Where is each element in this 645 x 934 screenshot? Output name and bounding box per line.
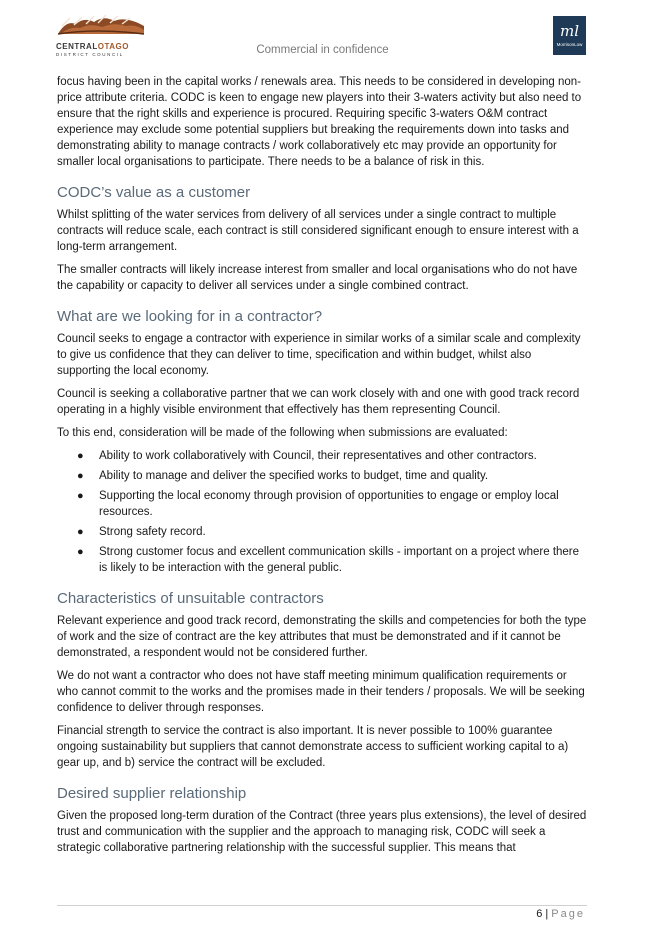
list-item: ● Strong customer focus and excellent communication skills - important on a project where there is likely to be interaction with the general public. — [77, 546, 580, 574]
document-body — [57, 74, 587, 863]
relationship-paragraph-1: Given the proposed long-term duration of the Contract (three years plus extensions), the level of desired trust and communication with the supplier and the approach to managing risk, CODC will seek a strategic collaborative partnering relationship with the successful supplier. This means that — [57, 810, 587, 854]
page-separator: | — [542, 908, 552, 920]
value-paragraph-1: Whilst splitting of the water services from delivery of all services under a single contract to multiple contracts will reduce scale, each contract is still considered significant enough to ensure interest with a long-term arrangement. — [57, 209, 579, 253]
logo-subtitle: DISTRICT COUNCIL — [56, 52, 124, 57]
bullet-icon: ● — [77, 546, 84, 558]
bullet-icon: ● — [77, 526, 84, 538]
looking-paragraph-3: To this end, consideration will be made of the following when submissions are evaluated: — [57, 427, 508, 439]
page-number: 6 — [536, 908, 543, 920]
bullet-icon: ● — [77, 490, 84, 502]
looking-paragraph-2: Council is seeking a collaborative partner that we can work closely with and one with good track record operating in a highly visible environment that effectively has them representing Council. — [57, 388, 580, 416]
page-footer — [536, 908, 585, 920]
page-header — [0, 0, 645, 70]
unsuitable-paragraph-1: Relevant experience and good track record, demonstrating the skills and competencies for both the type of work and the size of contract are the key attributes that must be demonstrated and if it cannot be demonstrated, a respondent would not be considered further. — [57, 615, 587, 659]
heading-looking-for-contractor: What are we looking for in a contractor? — [57, 308, 323, 325]
value-paragraph-2: The smaller contracts will likely increase interest from smaller and local organisations who do not have the capability or capacity to deliver all services under a single combined contract. — [57, 264, 578, 292]
morrisonlow-logo — [553, 16, 586, 55]
intro-paragraph: focus having been in the capital works / renewals area. This needs to be considered in developing non-price attribute criteria. CODC is keen to engage new players into their 3-waters activity but also need to ensure that the right skills and experience is procured. Requiring specific 3-waters O&M contract experience may exclude some potential suppliers but breaking the requirements down into tasks and demonstrating ability to manage contracts / work collaboratively etc may provide an opportunity for smaller local organisations to participate. There needs to be a balance of risk in this. — [57, 76, 582, 168]
logo-brand-text: CENTRALOTAGO — [56, 42, 129, 51]
heading-supplier-relationship: Desired supplier relationship — [57, 785, 247, 802]
unsuitable-paragraph-2: We do not want a contractor who does not have staff meeting minimum qualification requirements or who cannot commit to the works and the promises made in their tenders / proposals. We will be seeking confidence to deliver through responses. — [57, 670, 585, 714]
mountains-icon — [56, 14, 146, 36]
bullet-icon: ● — [77, 470, 84, 482]
unsuitable-paragraph-3: Financial strength to service the contract is also important. It is never possible to 100% guarantee ongoing sustainability but suppliers that cannot demonstrate access to sufficient working capital to a) gear up, and b) service the contract will be excluded. — [57, 725, 569, 769]
looking-paragraph-1: Council seeks to engage a contractor with experience in similar works of a similar scale and complexity to give us confidence that they can deliver to time, specification and within budget, whilst also supporting the local economy. — [57, 333, 581, 377]
list-item: ● Ability to manage and deliver the specified works to budget, time and quality. — [77, 470, 489, 482]
heading-unsuitable-contractors: Characteristics of unsuitable contractors — [57, 590, 324, 607]
list-item: ● Ability to work collaboratively with Council, their representatives and other contractors. — [77, 450, 537, 462]
footer-divider — [57, 905, 587, 906]
evaluation-criteria-list — [57, 448, 587, 576]
page-label: Page — [551, 908, 585, 920]
logo-mark: ml — [559, 22, 580, 40]
logo-name: MorrisonLow — [556, 42, 583, 47]
confidentiality-notice: Commercial in confidence — [256, 44, 389, 56]
list-item: ● Supporting the local economy through provision of opportunities to engage or employ local resources. — [77, 490, 559, 518]
list-item: ● Strong safety record. — [77, 526, 206, 538]
bullet-icon: ● — [77, 450, 84, 462]
heading-value-as-customer: CODC’s value as a customer — [57, 184, 251, 201]
